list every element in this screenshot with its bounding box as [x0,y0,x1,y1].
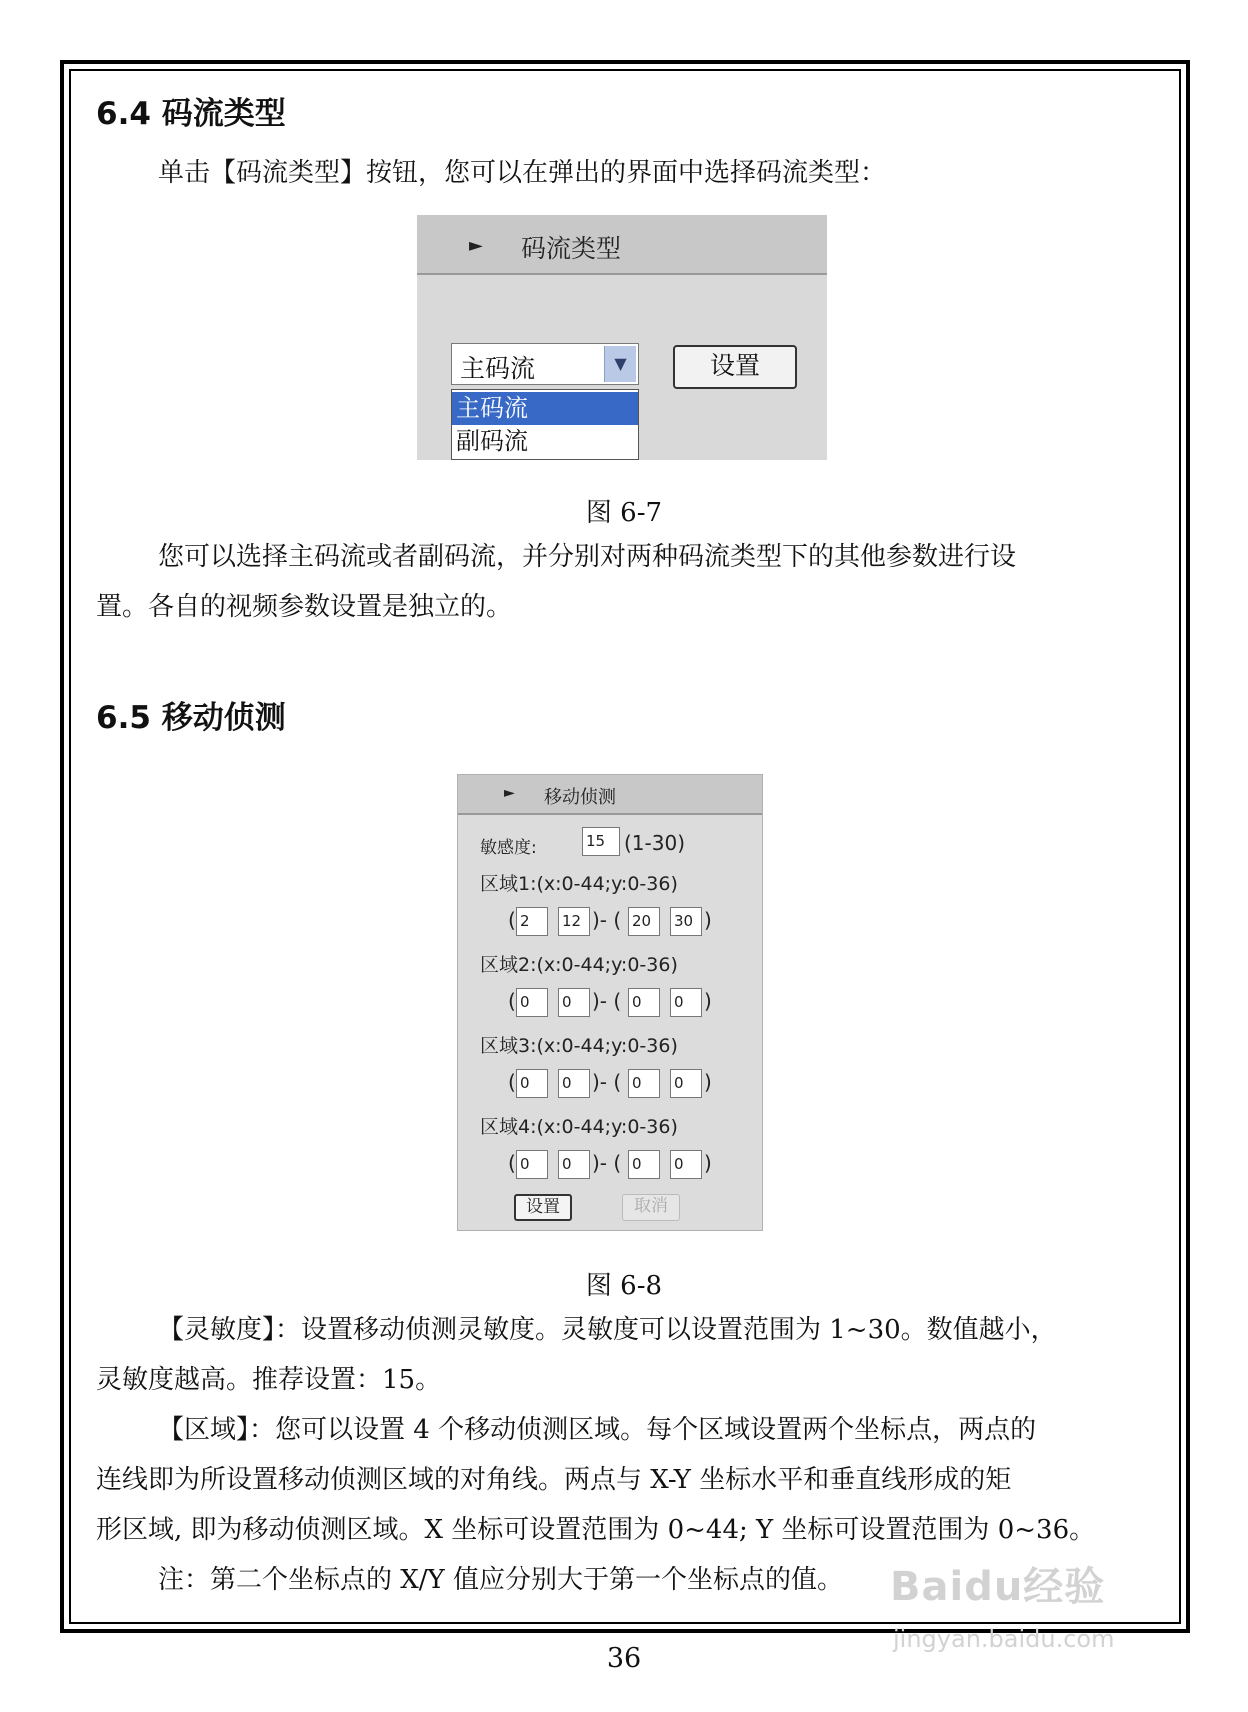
sensitivity-range: (1-30) [624,831,685,855]
region-4-x2-input[interactable]: 0 [628,1150,660,1179]
cancel-button[interactable]: 取消 [622,1194,680,1221]
note-line: 注：第二个坐标点的 X/Y 值应分别大于第一个坐标点的值。 [158,1565,843,1595]
paren-open: ( [508,908,516,932]
figure-title: 移动侦测 [544,787,616,808]
paren-close: ) [704,908,712,932]
dropdown-option-sub-stream[interactable]: 副码流 [456,427,528,455]
region-4-x1-input[interactable]: 0 [516,1150,548,1179]
region-4-y1-input[interactable]: 0 [558,1150,590,1179]
paren-close: ) [704,1151,712,1175]
motion-detection-figure [457,774,763,1231]
region-3-label: 区域3:(x:0-44;y:0-36) [480,1035,678,1057]
region-1-y1-input[interactable]: 12 [558,907,590,936]
region-desc-line1: 【区域】：您可以设置 4 个移动侦测区域。每个区域设置两个坐标点，两点的 [158,1415,1037,1445]
watermark-logo: Baidu经验 [890,1564,1106,1610]
region-3-y2-input[interactable]: 0 [670,1069,702,1098]
region-2-y1-input[interactable]: 0 [558,988,590,1017]
paren-close: ) [704,989,712,1013]
region-2-label: 区域2:(x:0-44;y:0-36) [480,954,678,976]
figure-titlebar [458,775,762,815]
region-2-x1-input[interactable]: 0 [516,988,548,1017]
section-6-4-intro: 单击【码流类型】按钮，您可以在弹出的界面中选择码流类型： [158,158,887,188]
region-3-x2-input[interactable]: 0 [628,1069,660,1098]
paren-open: ( [508,1070,516,1094]
chevron-down-icon[interactable]: ▼ [604,346,636,382]
sensitivity-desc-line2: 灵敏度越高。推荐设置：15。 [96,1365,442,1395]
region-1-x2-input[interactable]: 20 [628,907,660,936]
region-3-x1-input[interactable]: 0 [516,1069,548,1098]
stream-type-select[interactable] [451,343,639,385]
region-desc-line3: 形区域, 即为移动侦测区域。X 坐标可设置范围为 0~44; Y 坐标可设置范围为 0~36。 [96,1515,1096,1545]
paren-open: ( [508,1151,516,1175]
set-button[interactable]: 设置 [673,345,797,389]
set-button[interactable]: 设置 [514,1194,572,1221]
region-1-x1-input[interactable]: 2 [516,907,548,936]
figure-6-7-caption: 图 6-7 [585,498,663,528]
page-number: 36 [606,1643,642,1674]
sensitivity-desc-line1: 【灵敏度】：设置移动侦测灵敏度。灵敏度可以设置范围为 1~30。数值越小， [158,1315,1057,1345]
figure-titlebar [417,215,827,275]
section-6-4-para-line2: 置。各自的视频参数设置是独立的。 [96,592,513,622]
region-desc-line2: 连线即为所设置移动侦测区域的对角线。两点与 X-Y 坐标水平和垂直线形成的矩 [96,1465,1012,1495]
play-arrow-icon: ► [504,785,515,801]
paren-close: ) [704,1070,712,1094]
sensitivity-label: 敏感度: [480,838,537,858]
play-arrow-icon: ► [469,235,483,256]
paren-close-dash: )- ( [592,1151,622,1175]
sensitivity-input[interactable]: 15 [582,827,620,856]
stream-type-figure [417,215,827,460]
paren-open: ( [508,989,516,1013]
figure-title: 码流类型 [521,234,622,263]
stream-type-dropdown-list [451,389,639,460]
paren-close-dash: )- ( [592,989,622,1013]
region-3-y1-input[interactable]: 0 [558,1069,590,1098]
region-2-x2-input[interactable]: 0 [628,988,660,1017]
region-1-y2-input[interactable]: 30 [670,907,702,936]
paren-close-dash: )- ( [592,908,622,932]
section-6-4-heading: 6.4 码流类型 [96,96,286,132]
region-4-y2-input[interactable]: 0 [670,1150,702,1179]
watermark-url: jingyan.baidu.com [893,1625,1115,1653]
section-6-4-para-line1: 您可以选择主码流或者副码流，并分别对两种码流类型下的其他参数进行设 [158,542,1017,572]
stream-type-select-value: 主码流 [460,354,536,383]
region-2-y2-input[interactable]: 0 [670,988,702,1017]
dropdown-option-main-stream[interactable]: 主码流 [452,392,638,425]
figure-6-8-caption: 图 6-8 [585,1271,663,1301]
region-4-label: 区域4:(x:0-44;y:0-36) [480,1116,678,1138]
section-6-5-heading: 6.5 移动侦测 [96,700,286,736]
region-1-label: 区域1:(x:0-44;y:0-36) [480,873,678,895]
paren-close-dash: )- ( [592,1070,622,1094]
